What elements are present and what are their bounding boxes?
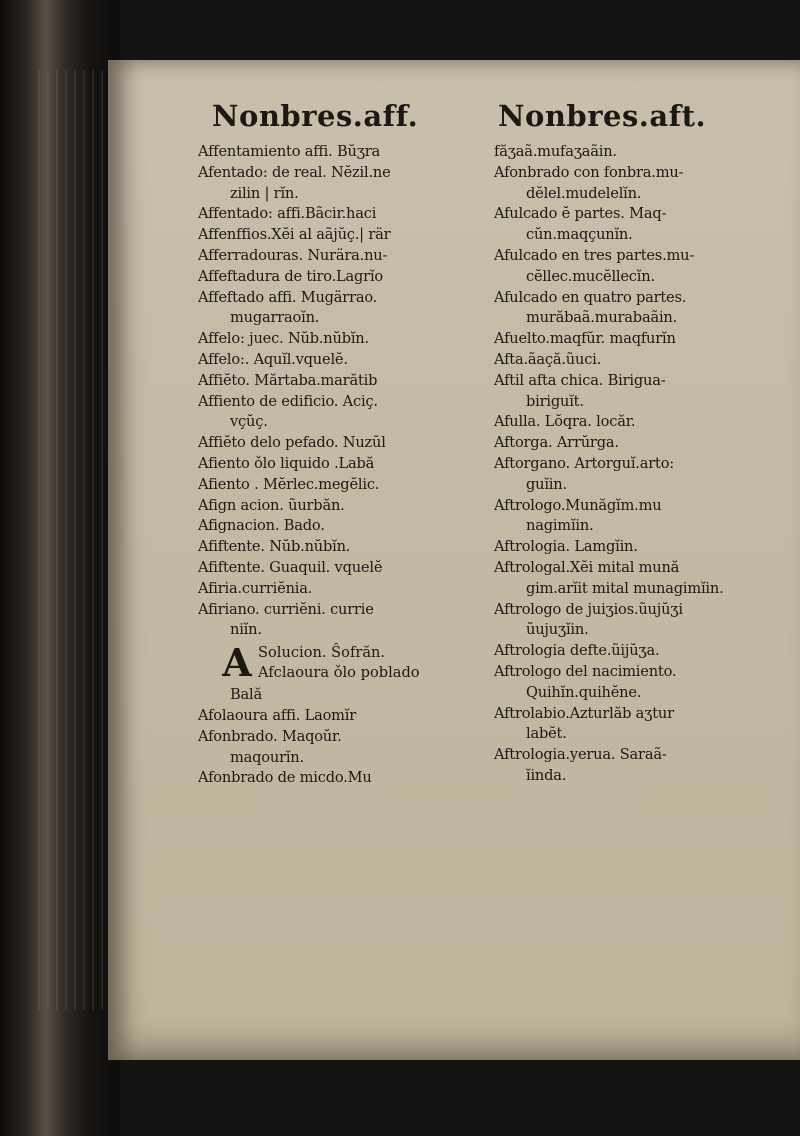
dictionary-entry: Aftrolabio.Azturlăb aʒtur	[494, 704, 674, 722]
decorated-initial-block	[198, 640, 498, 686]
left-column	[198, 96, 498, 789]
dictionary-entry: Afonbrado de micdo.Mu	[198, 769, 372, 787]
dictionary-entry: zilin | rĭn.	[230, 184, 299, 202]
dictionary-entry: Affiĕto. Mărtaba.marătib	[198, 371, 378, 389]
dictionary-entry: Affentado: affi.Bãcir.haci	[198, 205, 377, 223]
dictionary-entry: vçŭç.	[230, 413, 268, 431]
dictionary-entry: Aftrologia. Lamgĭin.	[494, 538, 638, 556]
dictionary-entry: labĕt.	[526, 725, 567, 743]
dictionary-entry: Aftrologo.Munăgĭm.mu	[494, 496, 662, 514]
dictionary-entry: Aftrologia.yerua. Saraã-	[494, 746, 667, 764]
dictionary-entry: Aftrologo del nacimiento.	[494, 662, 677, 680]
dictionary-entry: Afiftente. Guaquil. vquelĕ	[198, 558, 383, 576]
dictionary-entry: Afonbrado. Maqoŭr.	[198, 727, 342, 745]
dictionary-entry: biriguĭt.	[526, 392, 584, 410]
dictionary-entry: Affeftado affi. Mugärrao.	[198, 288, 378, 306]
dictionary-entry: maqourĭn.	[230, 748, 304, 766]
right-entries-list	[494, 142, 794, 787]
decorated-initial-letter: A	[222, 640, 252, 686]
dictionary-entry: Afonbrado con fonbra.mu-	[494, 163, 684, 181]
left-entries-after-list	[198, 685, 498, 789]
dictionary-entry: cĕllec.mucĕllecĭn.	[526, 267, 655, 285]
dictionary-entry: Afulcado ĕ partes. Maq-	[494, 205, 667, 223]
dictionary-entry: ĭinda.	[526, 766, 567, 784]
dictionary-entry: niĭn.	[230, 621, 262, 639]
dictionary-entry: Affeftadura de tiro.Lagrĭo	[198, 267, 384, 285]
dictionary-entry: Afulcado en tres partes.mu-	[494, 246, 695, 264]
dictionary-entry: Aftorgano. Artorguĭ.arto:	[494, 454, 674, 472]
dictionary-entry: Aftrologia defte.ũijŭʒa.	[494, 642, 660, 660]
book-page	[108, 60, 800, 1060]
dictionary-entry: Afuelto.maqfŭr. maqfurĭn	[494, 330, 676, 348]
dictionary-entry: Aftil afta chica. Birigua-	[494, 371, 666, 389]
dictionary-entry: guĭin.	[526, 475, 567, 493]
left-entries-list	[198, 142, 498, 641]
right-column	[494, 96, 794, 787]
dictionary-entry: Afignacion. Bado.	[198, 517, 325, 535]
dictionary-entry: Afiento ǒlo liquido .Labă	[198, 454, 375, 472]
dictionary-entry: cŭn.maqçunĭn.	[526, 226, 633, 244]
dictionary-entry: Bală	[230, 686, 262, 704]
dictionary-entry: Afiriano. curriĕni. currie	[198, 600, 374, 618]
dictionary-entry: făʒaã.mufaʒaãin.	[494, 143, 617, 160]
dictionary-entry: Aftrologo de juiʒios.ũujŭʒi	[494, 600, 683, 618]
dictionary-entry: Affenffios.Xĕi al aãjŭç.| rär	[198, 226, 391, 244]
dictionary-entry: Afign acion. ũurbăn.	[198, 496, 345, 514]
dictionary-entry: Afferradouras. Nurära.nu-	[198, 246, 388, 264]
left-column-header: Nonbres.aff.	[212, 99, 419, 133]
dictionary-entry: Affentamiento affi. Bŭʒra	[198, 143, 381, 160]
book-spine-shadow	[0, 0, 120, 1136]
dictionary-entry: Affelo: juec. Nŭb.nŭbĭn.	[198, 330, 369, 348]
dictionary-entry: Affiĕto delo pefado. Nuzŭl	[198, 434, 386, 452]
dictionary-entry: dĕlel.mudelelĭn.	[526, 184, 642, 202]
dictionary-entry: Quihĭn.quihĕne.	[526, 683, 642, 701]
dictionary-entry: gim.arĭit mital munagimĭin.	[526, 579, 724, 597]
dictionary-entry: Aftrologal.Xĕi mital mună	[494, 558, 680, 576]
dictionary-entry: Afulla. Lŏqra. locăr.	[494, 413, 636, 431]
dictionary-entry: Afiftente. Nŭb.nŭbĭn.	[198, 538, 351, 556]
dictionary-entry: Affiento de edificio. Aciç.	[198, 392, 378, 410]
dictionary-entry: mugarraoĭn.	[230, 309, 320, 327]
dictionary-entry: Afolaoura affi. Laomĭr	[198, 706, 357, 724]
dictionary-entry: Afiria.curriĕnia.	[198, 579, 313, 597]
dictionary-entry: Aftorga. Arrŭrga.	[494, 434, 619, 452]
dictionary-entry: Affelo:. Aquĭl.vquelĕ.	[198, 350, 348, 368]
dictionary-entry: Afta.ãaçă.ũuci.	[494, 350, 602, 368]
dictionary-entry: nagimĭin.	[526, 517, 594, 535]
dictionary-entry: Afiento . Mĕrlec.megĕlic.	[198, 475, 380, 493]
page-edges	[38, 70, 108, 1010]
dictionary-entry: ũujuʒĭin.	[526, 621, 589, 639]
dictionary-entry: Afentado: de real. Nĕzil.ne	[198, 163, 391, 181]
dictionary-entry: murăbaã.murabaãin.	[526, 309, 678, 327]
right-column-header: Nonbres.aft.	[498, 99, 707, 133]
initial-line-2: Afclaoura ǒlo poblado	[258, 664, 420, 682]
dictionary-entry: Afulcado en quatro partes.	[494, 288, 687, 306]
initial-line-1: Solucion. Ŝofrăn.	[258, 644, 386, 662]
